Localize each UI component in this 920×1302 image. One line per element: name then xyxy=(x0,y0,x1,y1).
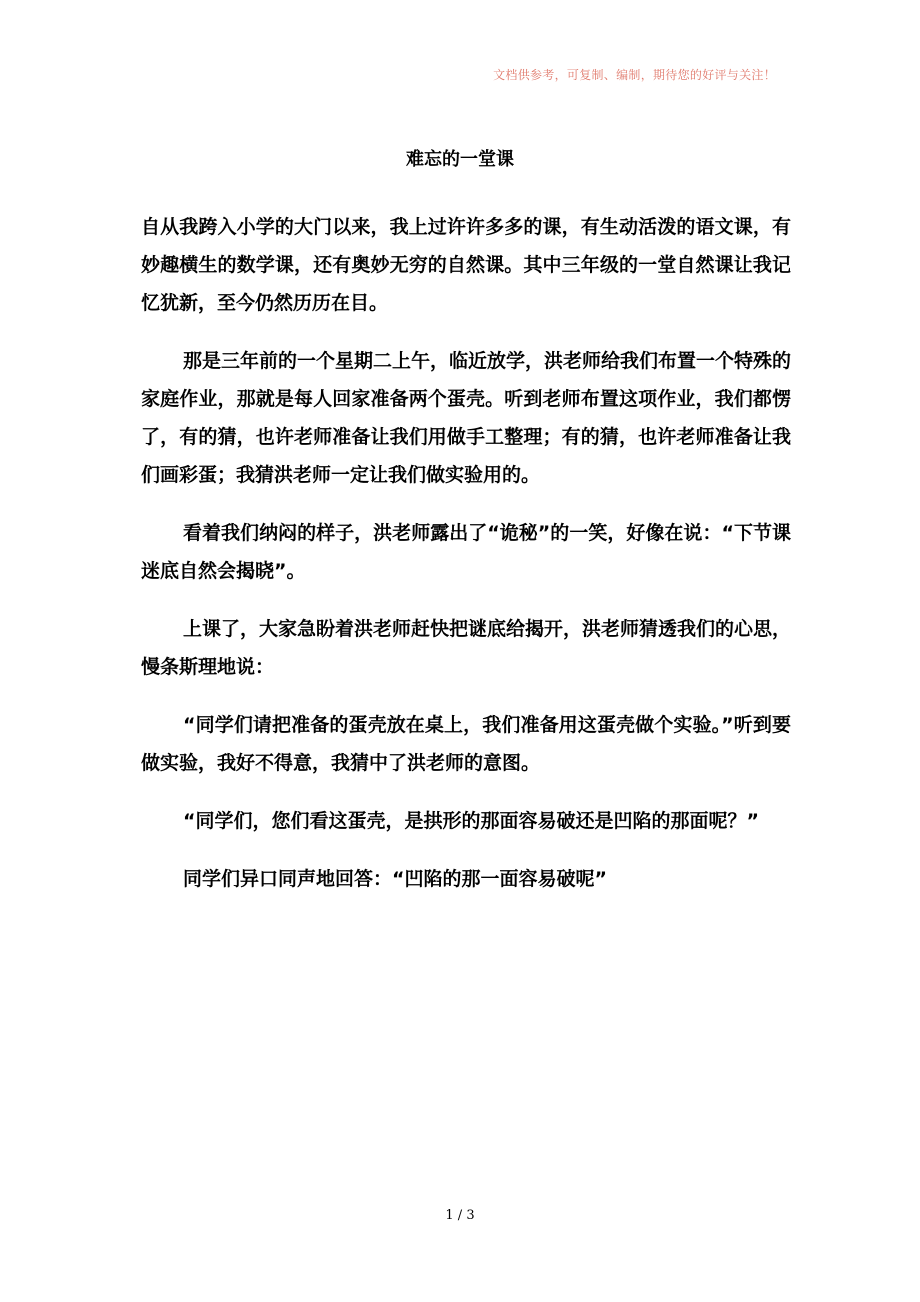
document-title: 难忘的一堂课 xyxy=(406,149,514,170)
paragraph: 那是三年前的一个星期二上午，临近放学，洪老师给我们布置一个特殊的家庭作业，那就是每人回家准备两个蛋壳。听到老师布置这项作业，我们都愣了，有的猜，也许老师准备让我们用做手工整理；有的猜，也许老师准备让我们画彩蛋；我猜洪老师一定让我们做实验用的。 xyxy=(141,350,792,486)
paragraph: 同学们异口同声地回答：“凹陷的那一面容易破呢” xyxy=(183,868,607,890)
header-note: 文档供参考，可复制、编制，期待您的好评与关注！ xyxy=(493,68,776,82)
document-body xyxy=(141,208,791,918)
page-number: 1 / 3 xyxy=(445,1208,475,1223)
paragraph: “同学们请把准备的蛋壳放在桌上，我们准备用这蛋壳做个实验。”听到要做实验，我好不得意，我猜中了洪老师的意图。 xyxy=(141,714,791,774)
paragraph: 上课了，大家急盼着洪老师赶快把谜底给揭开，洪老师猜透我们的心思，慢条斯理地说： xyxy=(141,618,792,678)
paragraph: 看着我们纳闷的样子，洪老师露出了“诡秘”的一笑，好像在说：“下节课迷底自然会揭晓”。 xyxy=(141,522,791,582)
paragraph: “同学们，您们看这蛋壳，是拱形的那面容易破还是凹陷的那面呢？” xyxy=(183,810,759,832)
paragraph: 自从我跨入小学的大门以来，我上过许许多多的课，有生动活泼的语文课，有妙趣横生的数学课，还有奥妙无穷的自然课。其中三年级的一堂自然课让我记忆犹新，至今仍然历历在目。 xyxy=(141,216,791,314)
